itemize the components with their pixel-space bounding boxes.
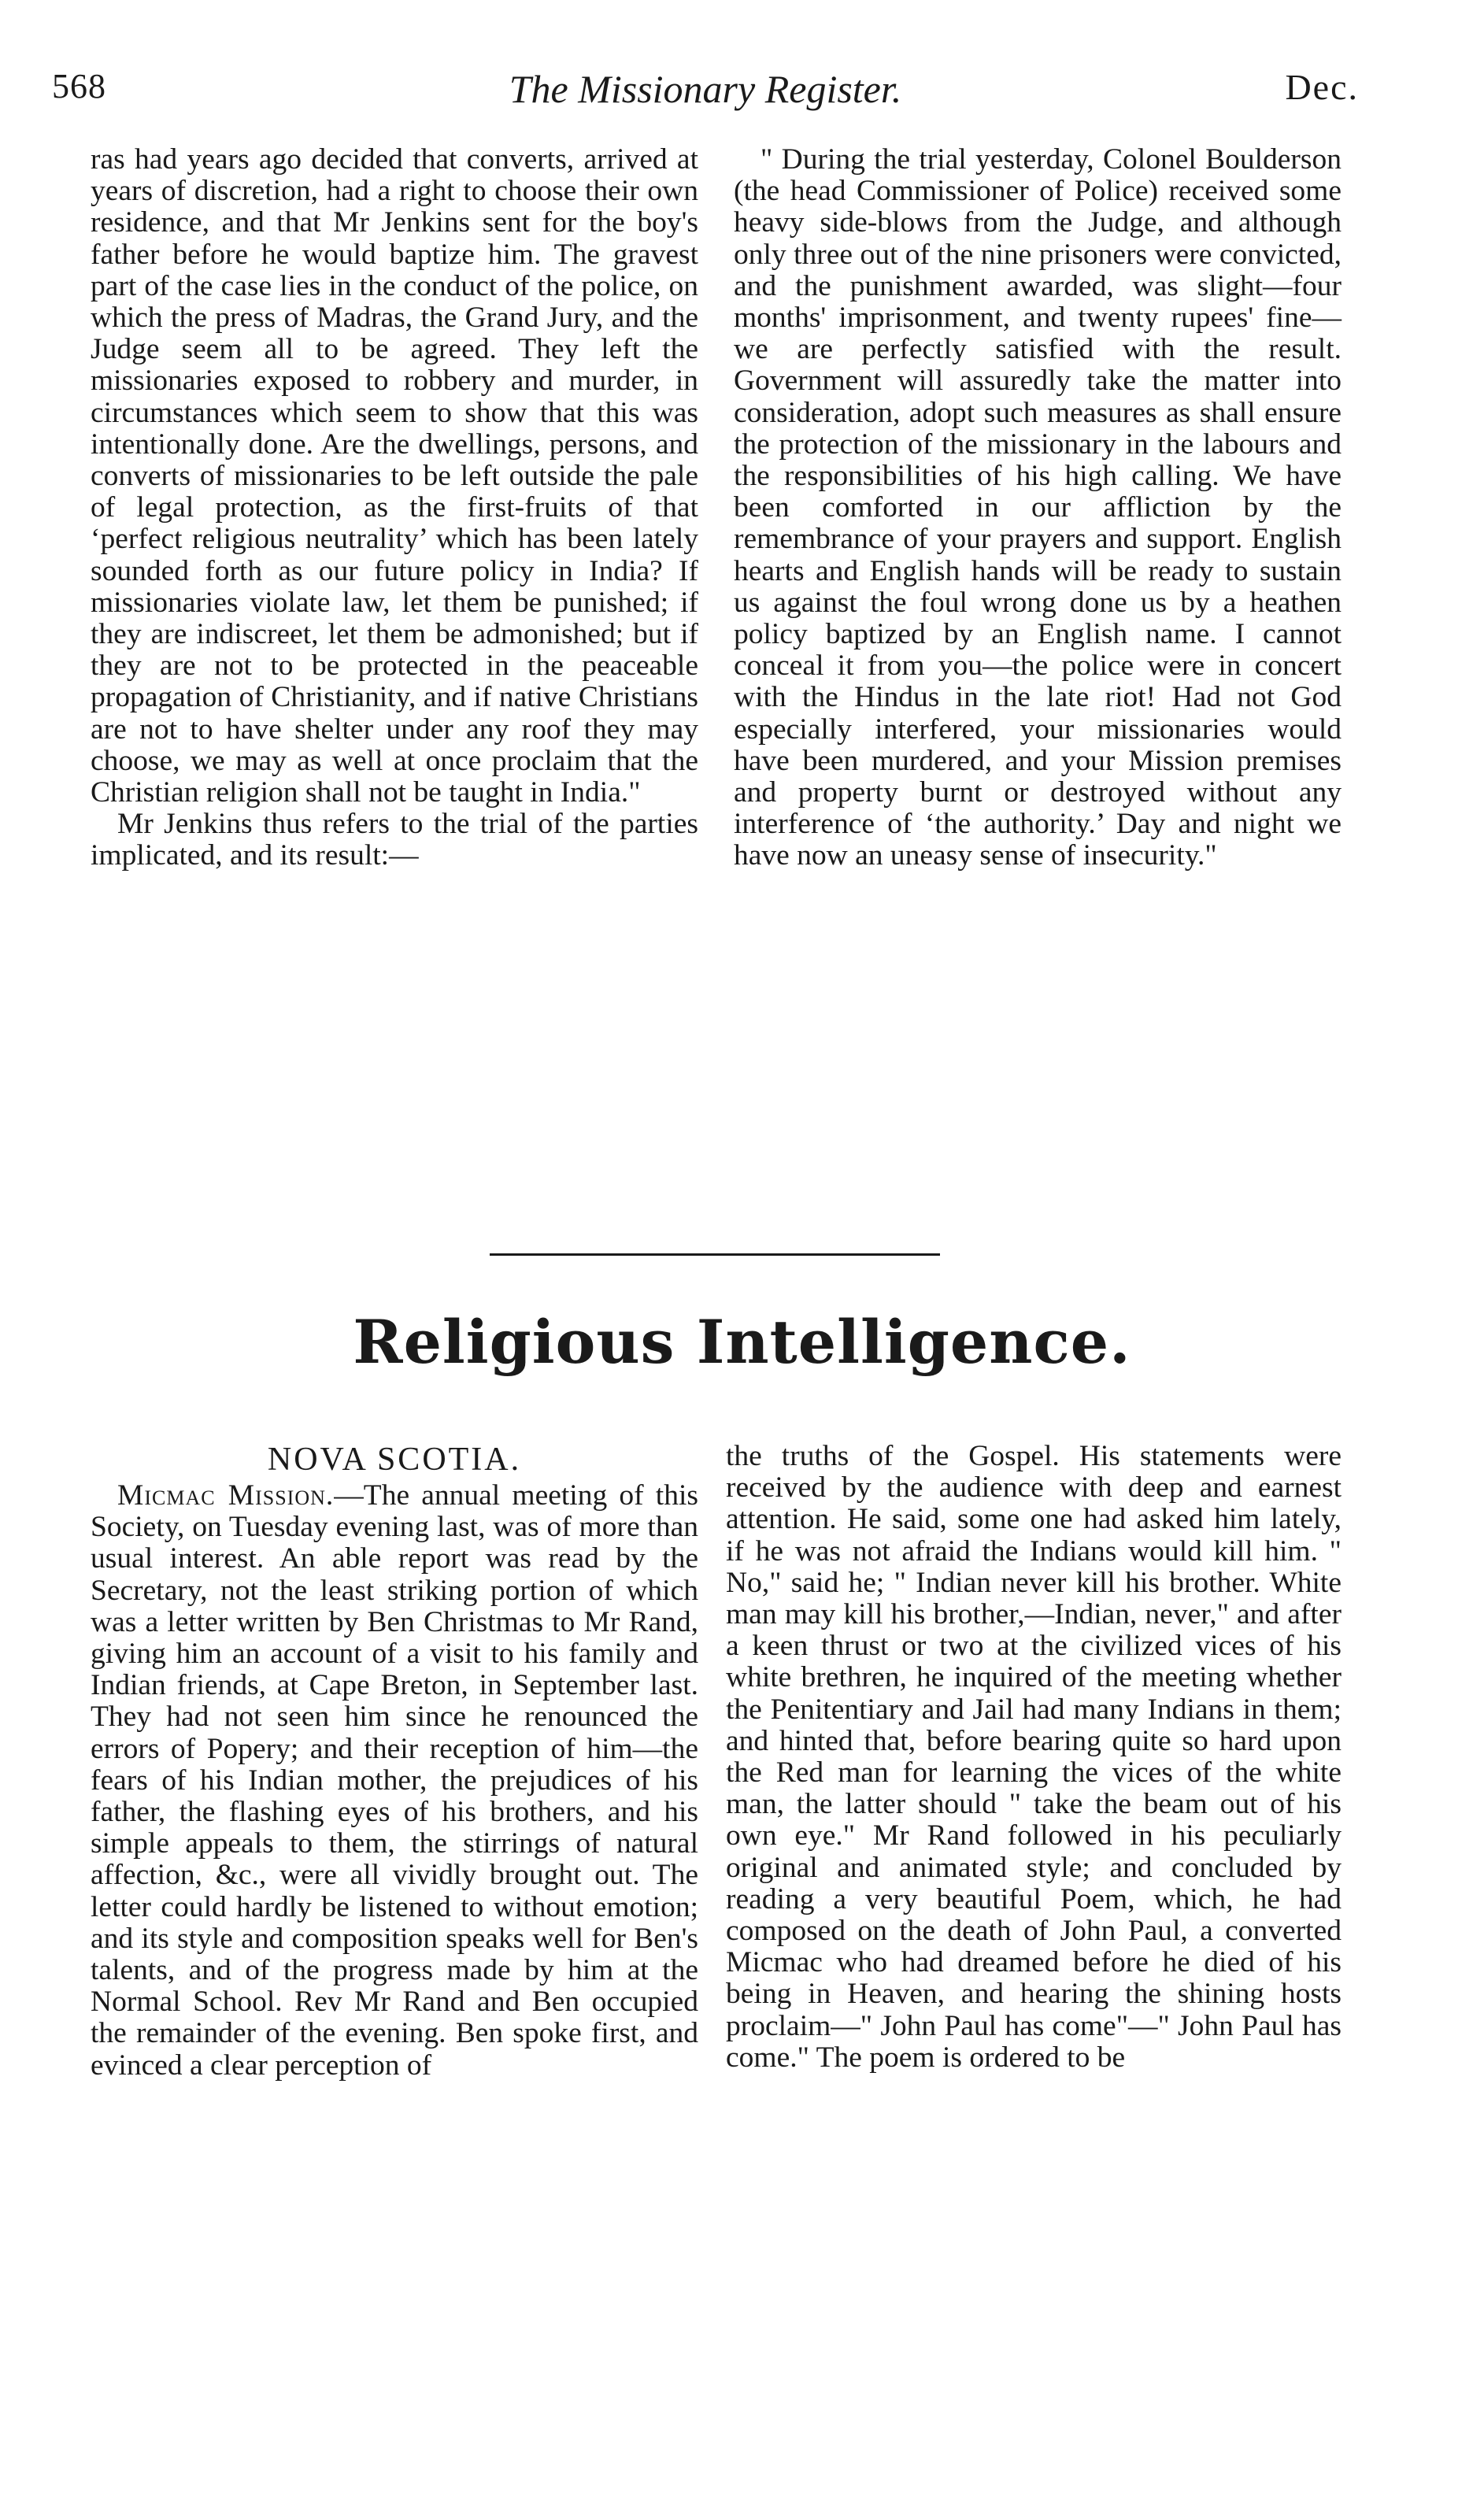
issue-month: Dec. bbox=[1285, 67, 1359, 107]
column-right-top bbox=[734, 144, 1342, 872]
running-head bbox=[52, 66, 1359, 129]
micmac-text-part2: the truths of the Gospel. His statements were received by the audience with deep and earnest attention. He said, some one had asked him lately, if he was not afraid the Indians would kill him. " No," said he; " Indian never kill his brother. White man may kill his brother,—Indian, never," and after a keen thrust or two at the civilized vices of his white brethren, he inquired of the meeting whether the Penitentiary and Jail had many Indians in them; and hinted that, before bearing quite so hard upon the Red man for learning the vices of the white man, the latter should " take the beam out of his own eye." Mr Rand followed in his peculiarly original and animated style; and concluded by reading a very beautiful Poem, which, he had composed on the death of John Paul, a converted Micmac who had dreamed before he died of his being in Heaven, and hearing the shining hosts proclaim—" John Paul has come"—" John Paul has come." The poem is ordered to be bbox=[726, 1440, 1342, 2074]
micmac-text-part1: —The annual meeting of this Society, on Tuesday evening last, was of more than usual interest. An able report was read by the Secretary, not the least striking portion of which was a letter written by Ben Christmas to Mr Rand, giving him an account of a visit to his family and Indian friends, at Cape Breton, in September last. They had not seen him since he renounced the errors of Popery; and their reception of him—the fears of his Indian mother, the prejudices of his father, the flashing eyes of his brothers, and his simple appeals to them, the stirrings of natural affection, &c., were all vividly brought out. The letter could hardly be listened to without emotion; and its style and composition speaks well for Ben's talents, and of the progress made by him at the Normal School. Rev Mr Rand and Ben occupied the remainder of the evening. Ben spoke first, and evinced a clear perception of bbox=[91, 1479, 698, 2082]
page-number: 568 bbox=[52, 67, 106, 105]
lead-in-micmac-mission: Micmac Mission. bbox=[117, 1479, 335, 1512]
section-heading: Religious Intelligence. bbox=[353, 1307, 1131, 1377]
journal-title: The Missionary Register. bbox=[509, 67, 902, 111]
column-left-bottom bbox=[91, 1441, 698, 2082]
paragraph-micmac-mission bbox=[91, 1480, 698, 2082]
paragraph-madras-case: ras had years ago decided that converts, arrived at years of discretion, had a right to choose their own residence, and that Mr Jenkins sent for the boy's father before he would baptize him. The gravest part of the case lies in the conduct of the police, on which the press of Madras, the Grand Jury, and the Judge seem all to be agreed. They left the missionaries exposed to robbery and murder, in circumstances which seem to show that this was intentionally done. Are the dwellings, persons, and converts of missionaries to be left outside the pale of legal protection, as the first-fruits of that ‘perfect religious neutrality’ which has been lately sounded forth as our future policy in India? If missionaries violate law, let them be punished; if they are indiscreet, let them be admonished; but if they are not to be protected in the peaceable propagation of Christianity, and if native Christians are not to have shelter under any roof they may choose, we may as well at once proclaim that the Christian religion shall not be taught in India." bbox=[91, 143, 698, 809]
column-left-top bbox=[91, 144, 698, 872]
paragraph-trial-intro: Mr Jenkins thus refers to the trial of the parties implicated, and its result:— bbox=[91, 808, 698, 872]
section-divider bbox=[490, 1253, 940, 1256]
subheading-nova-scotia: NOVA SCOTIA. bbox=[267, 1442, 522, 1478]
column-right-bottom bbox=[726, 1441, 1342, 2074]
paragraph-trial-quote: " During the trial yesterday, Colonel Boulderson (the head Commissioner of Police) received some heavy side-blows from the Judge, and although only three out of the nine prisoners were convicted, and the punishment awarded, was slight—four months' imprisonment, and twenty rupees' fine—we are perfectly satisfied with the result. Government will assuredly take the matter into consideration, adopt such measures as shall ensure the protection of the missionary in the labours and the responsibilities of his high calling. We have been comforted in our affliction by the remembrance of your prayers and support. English hearts and English hands will be ready to sustain us against the foul wrong done us by a heathen policy baptized by an English name. I cannot conceal it from you—the police were in concert with the Hindus in the late riot! Had not God especially interfered, your missionaries would have been murdered, and your Mission premises and property burnt or destroyed without any interference of ‘the authority.’ Day and night we have now an uneasy sense of insecurity." bbox=[734, 143, 1342, 872]
